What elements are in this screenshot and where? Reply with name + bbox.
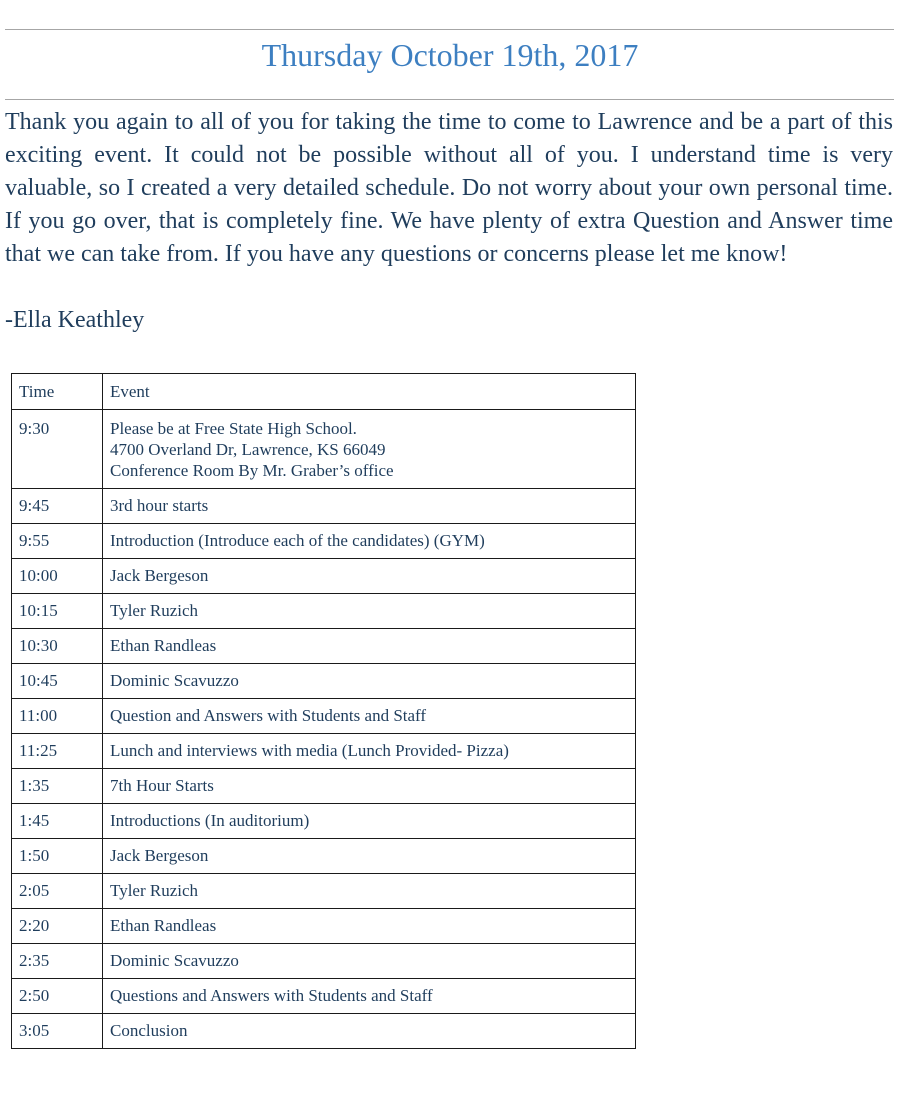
time-cell: 10:00 — [12, 559, 103, 594]
table-row — [12, 594, 636, 629]
table-row — [12, 629, 636, 664]
event-line: Conference Room By Mr. Graber’s office — [110, 461, 394, 480]
time-cell: 2:20 — [12, 909, 103, 944]
table-row — [12, 559, 636, 594]
table-row — [12, 734, 636, 769]
event-cell: Ethan Randleas — [103, 629, 636, 664]
table-row — [12, 699, 636, 734]
time-cell: 3:05 — [12, 1014, 103, 1049]
time-cell: 2:05 — [12, 874, 103, 909]
time-cell: 11:25 — [12, 734, 103, 769]
time-cell: 2:50 — [12, 979, 103, 1014]
top-divider — [5, 29, 894, 30]
event-cell: Dominic Scavuzzo — [103, 664, 636, 699]
table-row — [12, 979, 636, 1014]
event-line: 4700 Overland Dr, Lawrence, KS 66049 — [110, 440, 386, 459]
event-cell: Tyler Ruzich — [103, 874, 636, 909]
time-cell: 10:30 — [12, 629, 103, 664]
event-cell: Questions and Answers with Students and Staff — [103, 979, 636, 1014]
event-cell: Introductions (In auditorium) — [103, 804, 636, 839]
event-cell: Jack Bergeson — [103, 559, 636, 594]
table-row — [12, 1014, 636, 1049]
title-divider — [5, 99, 894, 100]
time-cell: 11:00 — [12, 699, 103, 734]
table-row — [12, 489, 636, 524]
event-cell: Tyler Ruzich — [103, 594, 636, 629]
event-column-header: Event — [103, 374, 636, 410]
table-row — [12, 839, 636, 874]
time-cell: 1:35 — [12, 769, 103, 804]
event-cell: Lunch and interviews with media (Lunch Provided- Pizza) — [103, 734, 636, 769]
event-cell: Dominic Scavuzzo — [103, 944, 636, 979]
time-cell: 9:45 — [12, 489, 103, 524]
time-cell: 9:30 — [12, 410, 103, 489]
schedule-body — [12, 410, 636, 1049]
event-cell: Introduction (Introduce each of the candidates) (GYM) — [103, 524, 636, 559]
time-column-header: Time — [12, 374, 103, 410]
schedule-table — [11, 373, 636, 1049]
event-cell: Question and Answers with Students and Staff — [103, 699, 636, 734]
event-line: Please be at Free State High School. — [110, 419, 357, 438]
table-row — [12, 944, 636, 979]
time-cell: 10:45 — [12, 664, 103, 699]
letter-body — [5, 106, 893, 271]
event-cell: 3rd hour starts — [103, 489, 636, 524]
page-title: Thursday October 19th, 2017 — [261, 37, 639, 73]
letter-signature: -Ella Keathley — [5, 307, 145, 333]
time-cell: 1:50 — [12, 839, 103, 874]
table-row — [12, 874, 636, 909]
time-cell: 10:15 — [12, 594, 103, 629]
time-cell: 2:35 — [12, 944, 103, 979]
event-cell: Jack Bergeson — [103, 839, 636, 874]
event-cell: Ethan Randleas — [103, 909, 636, 944]
table-header-row — [12, 374, 636, 410]
table-row — [12, 410, 636, 489]
table-row — [12, 909, 636, 944]
table-row — [12, 769, 636, 804]
table-row — [12, 804, 636, 839]
table-row — [12, 664, 636, 699]
table-row — [12, 524, 636, 559]
event-cell — [103, 410, 636, 489]
event-cell: Conclusion — [103, 1014, 636, 1049]
time-cell: 1:45 — [12, 804, 103, 839]
time-cell: 9:55 — [12, 524, 103, 559]
event-cell: 7th Hour Starts — [103, 769, 636, 804]
letter-paragraph: Thank you again to all of you for taking the time to come to Lawrence and be a part of this exciting event. It could not be possible without all of you. I understand time is very valuable, so I created a very detailed schedule. Do not worry about your own personal time. If you go over, that is completely fine. We have plenty of extra Question and Answer time that we can take from. If you have any questions or concerns please let me know! — [5, 109, 893, 267]
